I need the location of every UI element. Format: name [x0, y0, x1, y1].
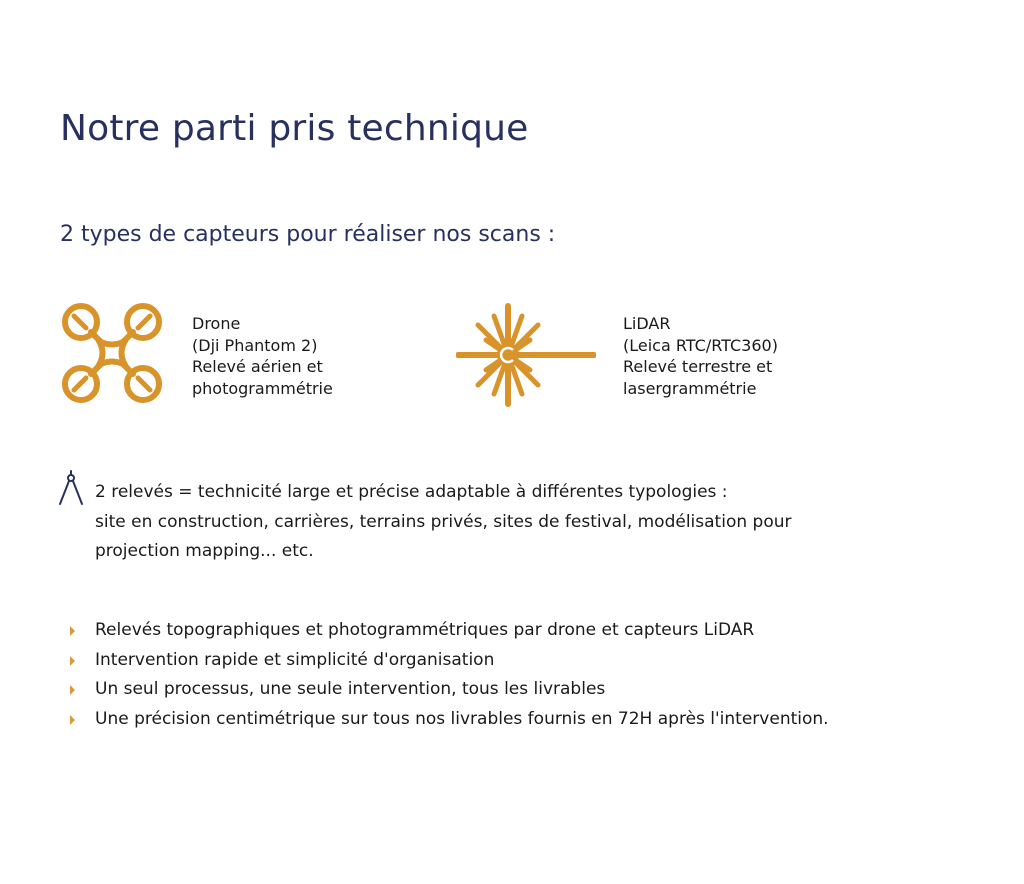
- paragraph-line: projection mapping... etc.: [95, 541, 314, 561]
- sensor-line: photogrammétrie: [192, 378, 333, 398]
- sensor-line: Drone: [192, 314, 241, 333]
- sensor-line: Relevé terrestre et: [623, 357, 773, 376]
- sensor-drone-description: [192, 313, 333, 399]
- list-item-text: Intervention rapide et simplicité d'organisation: [95, 649, 495, 670]
- page-title: Notre parti pris technique: [60, 108, 529, 149]
- section-subtitle: 2 types de capteurs pour réaliser nos scans :: [60, 222, 556, 247]
- summary-paragraph: [95, 478, 895, 567]
- list-item-text: Un seul processus, une seule intervention, tous les livrables: [95, 679, 606, 699]
- drone-icon: [58, 300, 166, 408]
- feature-list: [70, 616, 829, 734]
- list-item-text: Une précision centimétrique sur tous nos livrables fournis en 72H après l'intervention.: [95, 708, 829, 729]
- compass-icon: [58, 470, 84, 508]
- bullet-arrow-icon: [70, 626, 75, 636]
- sensor-line: Relevé aérien et: [192, 357, 323, 376]
- paragraph-line: 2 relevés = technicité large et précise adaptable à différentes typologies :: [95, 482, 728, 502]
- bullet-arrow-icon: [70, 715, 75, 725]
- list-item: [70, 705, 829, 735]
- sensor-lidar-description: [623, 313, 778, 399]
- list-item-text: Relevés topographiques et photogrammétriques par drone et capteurs LiDAR: [95, 620, 755, 640]
- list-item: [70, 646, 829, 676]
- sensor-line: (Dji Phantom 2): [192, 335, 318, 355]
- paragraph-line: site en construction, carrières, terrains privés, sites de festival, modélisation pour: [95, 511, 792, 532]
- sensor-line: LiDAR: [623, 314, 671, 333]
- sensor-line: lasergrammétrie: [623, 378, 757, 398]
- list-item: [70, 616, 829, 646]
- laser-icon: [456, 302, 596, 408]
- bullet-arrow-icon: [70, 656, 75, 666]
- list-item: [70, 675, 829, 705]
- bullet-arrow-icon: [70, 685, 75, 695]
- sensor-line: (Leica RTC/RTC360): [623, 335, 778, 355]
